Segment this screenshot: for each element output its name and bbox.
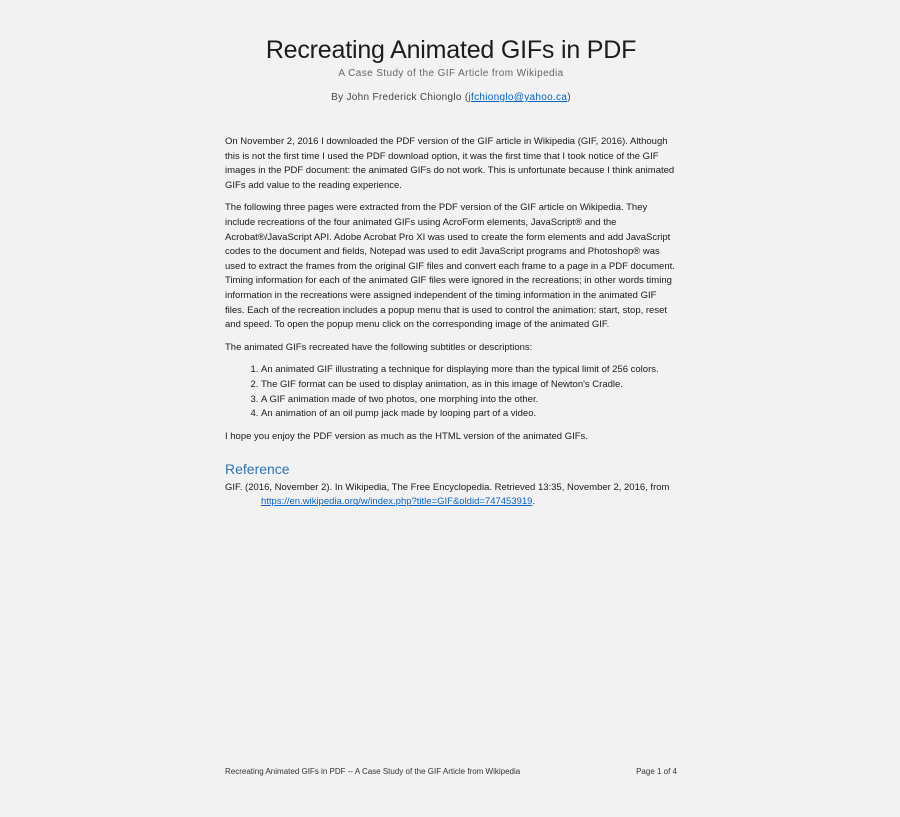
page-number: Page 1 of 4: [636, 767, 677, 776]
byline: [225, 92, 677, 103]
byline-prefix: By John Frederick Chionglo (: [331, 92, 469, 103]
document-page: [225, 30, 677, 510]
list-item: 1. An animated GIF illustrating a technique for displaying more than the typical limit of 256 colors.: [261, 363, 677, 378]
document-title: Recreating Animated GIFs in PDF: [265, 36, 637, 64]
reference-entry: [225, 481, 677, 510]
author-email-link[interactable]: jfchionglo@yahoo.ca: [468, 92, 568, 103]
list-item: 4. An animation of an oil pump jack made by looping part of a video.: [261, 407, 677, 422]
paragraph-intro: On November 2, 2016 I downloaded the PDF version of the GIF article in Wikipedia (GIF, 2016). Although this is not the first time I used the PDF download option, it was the first time that I took notice of the GIF images in the PDF document: the animated GIFs do not work. This is unfortunate because I think animated GIFs add value to the reading experience.: [225, 136, 675, 191]
document-body: [225, 135, 677, 510]
paragraph-list-intro: The animated GIFs recreated have the following subtitles or descriptions:: [225, 341, 533, 353]
footer-title: Recreating Animated GIFs in PDF -- A Case Study of the GIF Article from Wikipedia: [225, 767, 521, 776]
reference-text: GIF. (2016, November 2). In Wikipedia, The Free Encyclopedia. Retrieved 13:35, November 2, 2016, from: [225, 481, 670, 493]
paragraph-closing: I hope you enjoy the PDF version as much as the HTML version of the animated GIFs.: [225, 430, 588, 442]
page-footer: [225, 767, 677, 776]
reference-url-link[interactable]: https://en.wikipedia.org/w/index.php?title=GIF&oldid=747453919: [261, 496, 533, 508]
paragraph-method: The following three pages were extracted from the PDF version of the GIF article on Wikipedia. They include recreations of the four animated GIFs using AcroForm elements, JavaScript® and the Acrobat®/JavaScript API. Adobe Acrobat Pro XI was used to create the form elements and add JavaScript codes to the document and fields, Notepad was used to edit JavaScript programs and Photoshop® was used to extract the frames from the original GIF files and convert each frame to a page in a PDF document. Timing information for each of the animated GIF files were ignored in the recreations; in other words timing information in the recreations were assigned independent of the timing information in the animated GIF files. Each of the recreation includes a popup menu that is used to control the animation: start, stop, reset and speed. To open the popup menu click on the corresponding image of the animated GIF.: [225, 202, 675, 331]
list-item: 2. The GIF format can be used to display animation, as in this image of Newton's Cradle.: [261, 378, 677, 393]
list-item: 3. A GIF animation made of two photos, one morphing into the other.: [261, 393, 677, 408]
document-subtitle: A Case Study of the GIF Article from Wikipedia: [338, 68, 564, 79]
reference-heading: Reference: [225, 461, 290, 478]
gif-list: [225, 363, 677, 421]
byline-suffix: ): [567, 92, 571, 103]
reference-end: .: [532, 496, 536, 508]
